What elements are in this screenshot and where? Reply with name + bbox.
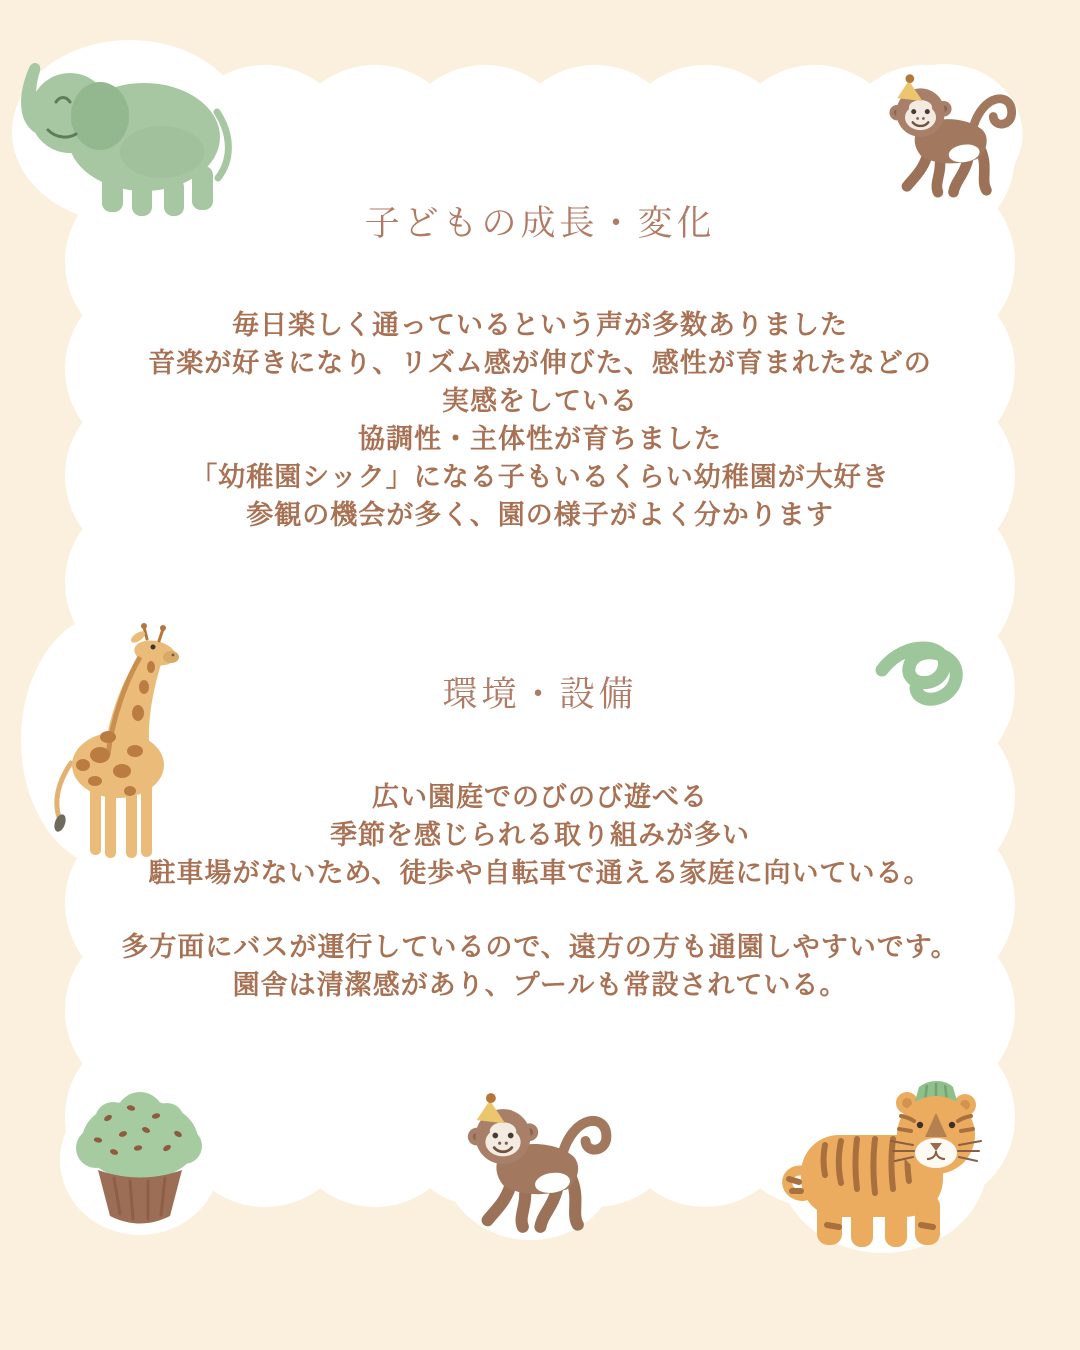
review-line: 季節を感じられる取り組みが多い [330, 820, 750, 851]
review-line: 協調性・主体性が育ちました [358, 424, 722, 455]
review-line: 広い園庭でのびのび遊べる [372, 782, 708, 813]
review-line: 参観の機会が多く、園の様子がよく分かります [246, 500, 834, 531]
section-2-title: 環境・設備 [442, 675, 638, 715]
section-2-body-paragraph-2 [100, 929, 980, 1005]
review-line: 毎日楽しく通っているという声が多数ありました [232, 310, 848, 341]
section-1-title: 子どもの成長・変化 [364, 204, 716, 244]
review-line: 音楽が好きになり、リズム感が伸びた、感性が育まれたなどの実感をしている [148, 348, 932, 417]
review-line: 駐車場がないため、徒歩や自転車で通える家庭に向いている。 [148, 858, 932, 889]
section-1-body [135, 307, 945, 535]
section-2-body-paragraph-1 [120, 779, 960, 893]
review-line: 多方面にバスが運行しているので、遠方の方も通園しやすいです。 [121, 932, 959, 963]
review-line: 園舎は清潔感があり、プールも常設されている。 [232, 970, 848, 1001]
review-line: 「幼稚園シック」になる子もいるくらい幼稚園が大好き [190, 462, 890, 493]
